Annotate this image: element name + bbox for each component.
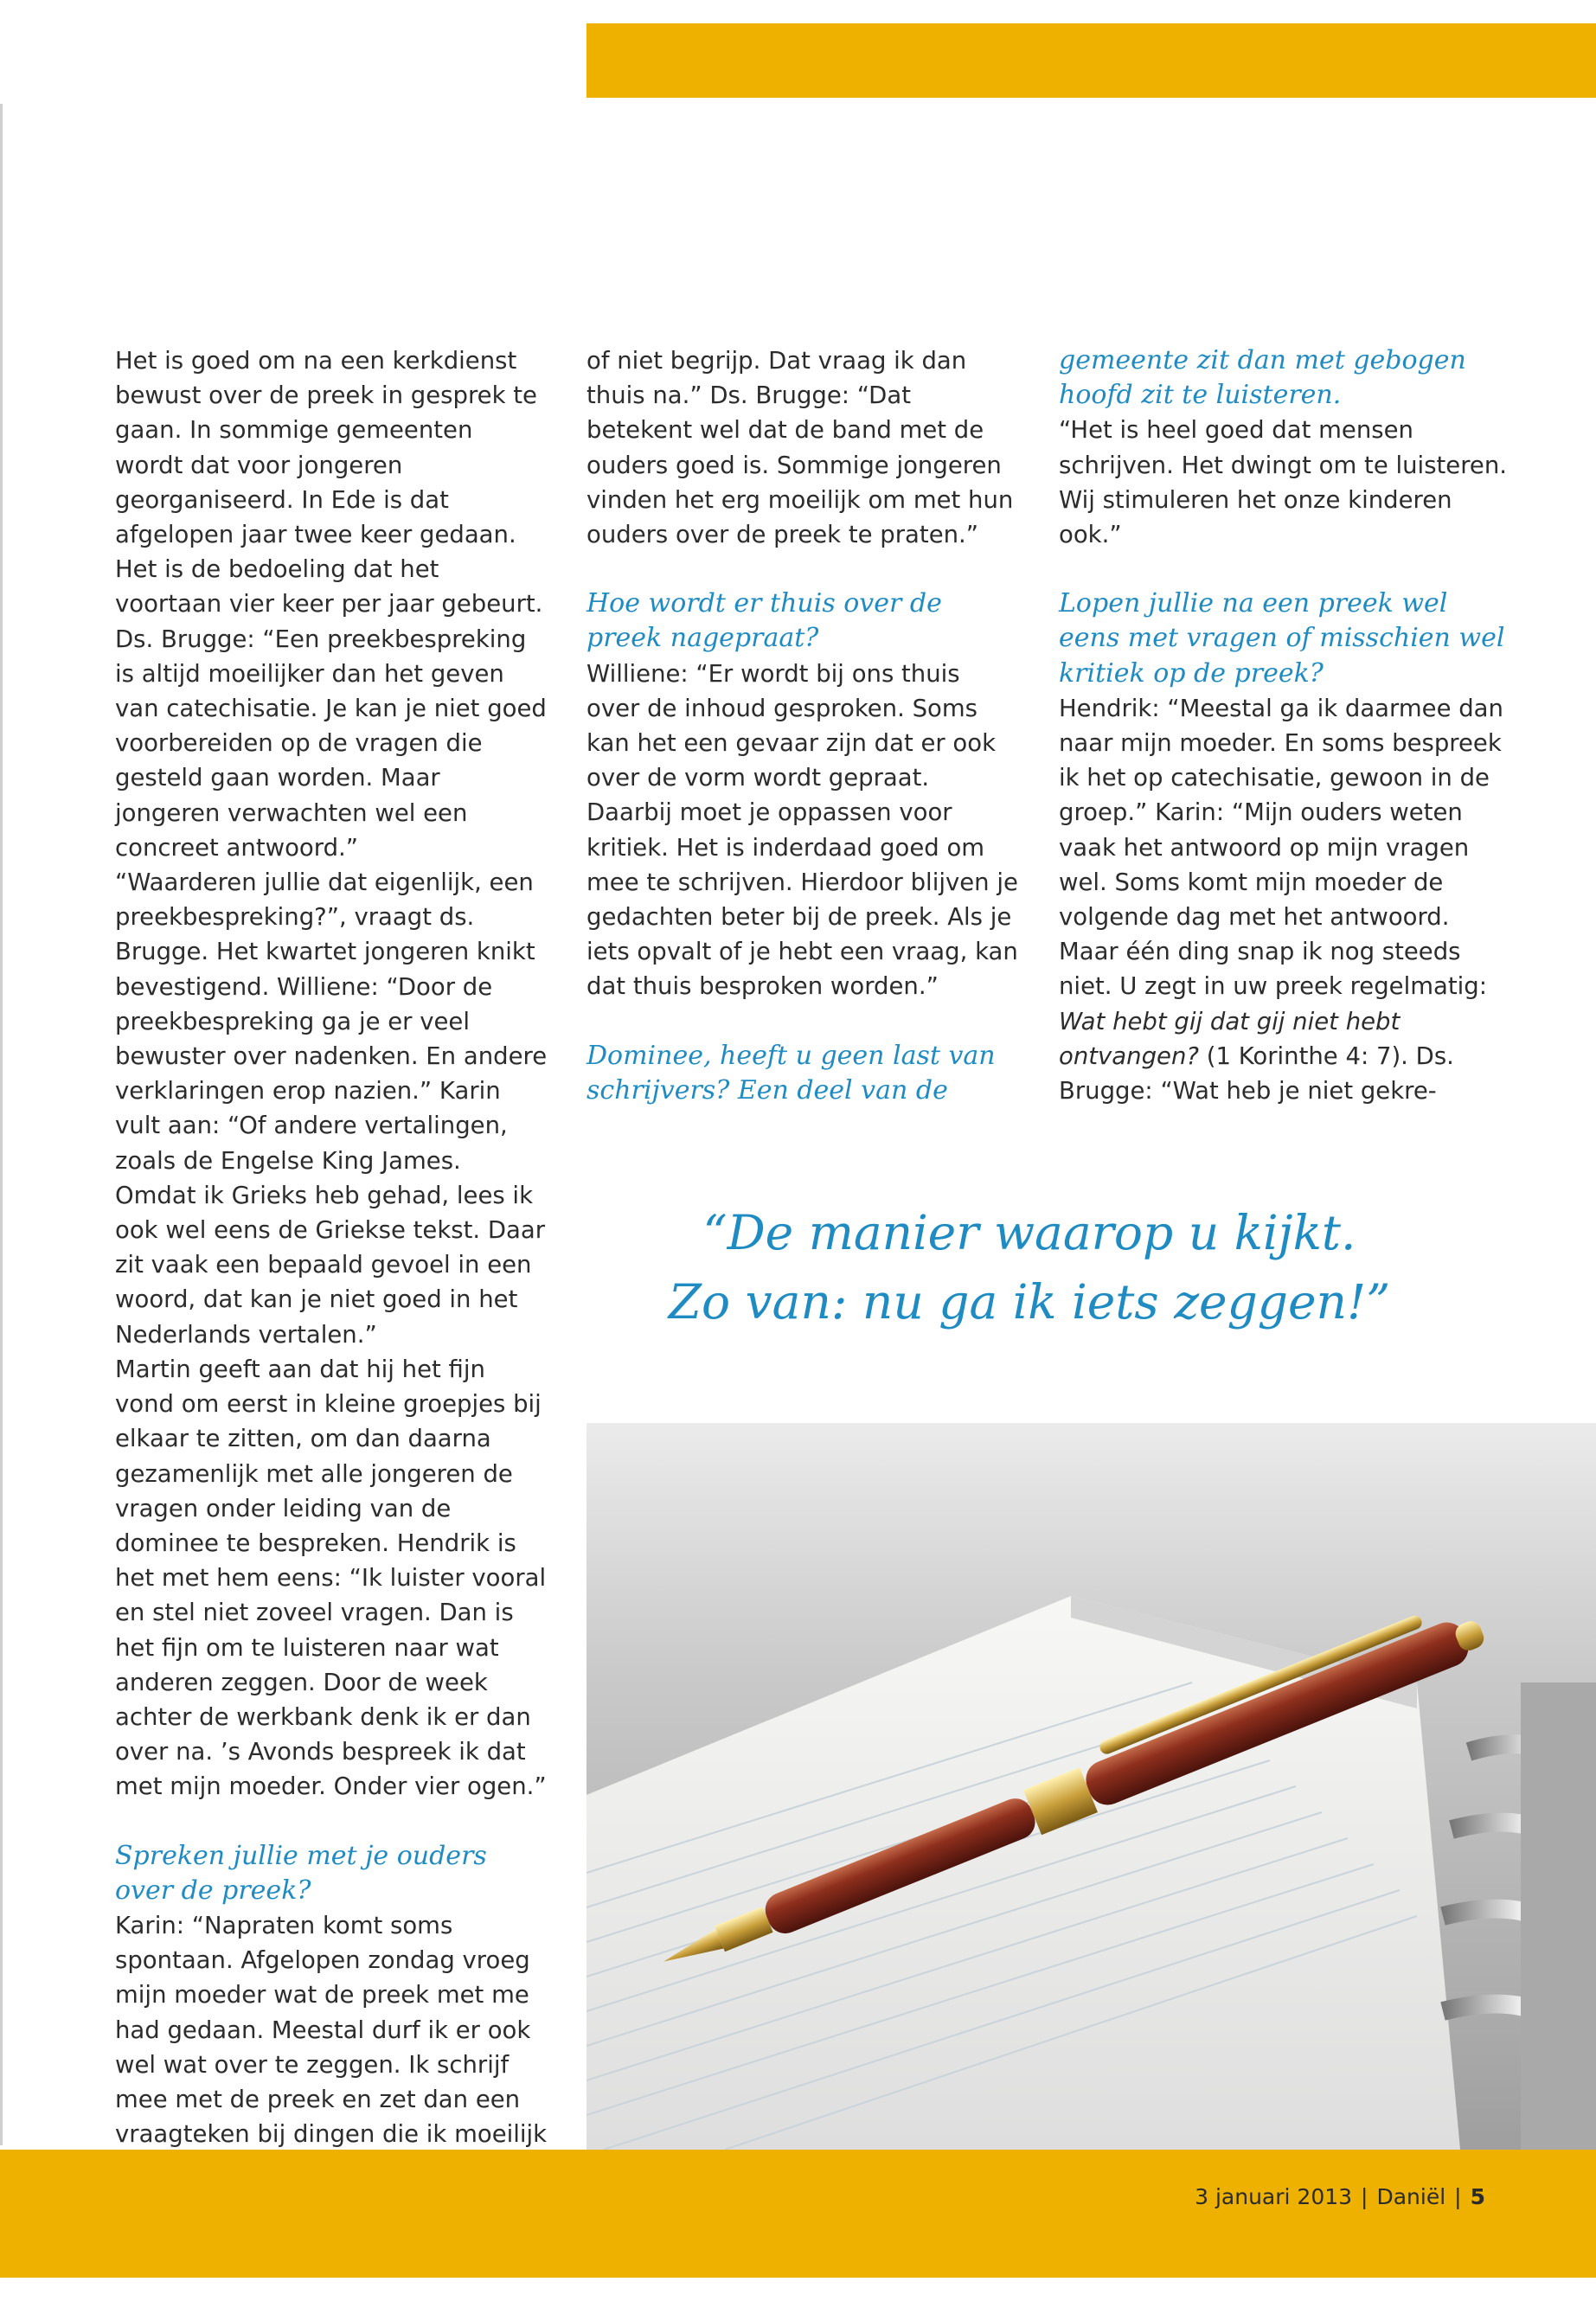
paragraph: Karin: “Napraten komt soms spontaan. Afgelopen zondag vroeg mijn moeder wat de preek met me had gedaan. Meestal durf ik er ook wel wat over te zeggen. Ik schrijf mee met de preek en zet dan een vraagteken bij dingen die ik moeilijk	[115, 1911, 548, 2149]
paragraph-text: Hendrik: “Meestal ga ik daarmee dan naar mijn moeder. En soms bespreek ik het op catechisatie, gewoon in de groep.” Karin: “Mijn ouders weten vaak het antwoord op mijn vragen wel. Soms komt mijn moeder de volgende dag met het antwoord. Maar één ding snap ik nog steeds niet. U zegt in uw preek regelmatig:	[1059, 694, 1503, 1001]
subheading: Spreken jullie met je ouders over de preek?	[115, 1840, 487, 1906]
separator: |	[1361, 2184, 1368, 2209]
paragraph: Williene: “Er wordt bij ons thuis over de inhoud gesproken. Soms kan het een gevaar zijn dat er ook over de vorm wordt gepraat. Daarbij moet je oppassen voor kritiek. Het is inderdaad goed om mee te schrijven. Hierdoor blijven je gedachten beter bij de preek. Als je iets opvalt of je hebt een vraag, kan dat thuis besproken worden.”	[586, 659, 1018, 1001]
paragraph: Het is goed om na een kerkdienst bewust over de preek in gesprek te gaan. In sommige gemeenten wordt dat voor jongeren georganiseerd. In Ede is dat afgelopen jaar twee keer gedaan. Het is de bedoeling dat het voortaan vier keer per jaar gebeurt. Ds. Brugge: “Een preekbespreking is altijd moeilijker dan het geven van catechisatie. Je kan je niet goed voorbereiden op de vragen die gesteld gaan worden. Maar jongeren verwachten wel een concreet antwoord.”	[115, 347, 547, 862]
pull-quote	[606, 1198, 1453, 1336]
issue-date: 3 januari 2013	[1195, 2184, 1353, 2209]
top-accent-bar	[586, 23, 1596, 98]
subheading: Hoe wordt er thuis over de preek nagepraat?	[586, 588, 942, 654]
subheading: Lopen jullie na een preek wel eens met vragen of misschien wel kritiek op de preek?	[1059, 588, 1505, 689]
page-footer	[1195, 2184, 1485, 2209]
subheading-continued: gemeente zit dan met gebogen hoofd zit te luisteren.	[1059, 345, 1466, 411]
page-number: 5	[1470, 2184, 1485, 2209]
paragraph: “Waarderen jullie dat eigenlijk, een preekbespreking?”, vraagt ds. Brugge. Het kwartet jongeren knikt bevestigend. Williene: “Door de preekbespreking ga je er veel bewuster over nadenken. En andere verklaringen erop nazien.” Karin vult aan: “Of andere vertalingen, zoals de Engelse King James. Omdat ik Grieks heb gehad, lees ik ook wel eens de Griekse tekst. Daar zit vaak een bepaald gevoel in een woord, dat kan je niet goed in het Nederlands vertalen.”	[115, 868, 548, 1349]
paragraph: Martin geeft aan dat hij het fijn vond om eerst in kleine groepjes bij elkaar te zitten, om dan daarna gezamenlijk met alle jongeren de vragen onder leiding van de dominee te bespreken. Hendrik is het met hem eens: “Ik luister vooral en stel niet zoveel vragen. Dan is het fijn om te luisteren naar wat anderen zeggen. Door de week achter de werkbank denk ik er dan over na. ’s Avonds bespreek ik dat met mijn moeder. Onder vier ogen.”	[115, 1355, 547, 1801]
article-column-2	[586, 343, 1019, 1108]
paragraph: of niet begrijp. Dat vraag ik dan thuis na.” Ds. Brugge: “Dat betekent wel dat de band met de ouders goed is. Sommige jongeren vinden het erg moeilijk om met hun ouders over de preek te praten.”	[586, 347, 1014, 549]
magazine-name: Daniël	[1376, 2184, 1446, 2209]
paragraph-text: (1 Korinthe 4: 7). Ds. Brugge: “Wat heb je niet gekre-	[1059, 1042, 1454, 1106]
pen-on-planner-photo	[586, 1423, 1596, 2150]
subheading: Dominee, heeft u geen last van schrijvers? Een deel van de	[586, 1040, 996, 1106]
page-edge-rule	[0, 104, 3, 2145]
bible-quote: Wat hebt gij dat gij niet hebt ontvangen?	[1059, 1007, 1401, 1070]
paragraph: “Het is heel goed dat mensen schrijven. Het dwingt om te luisteren. Wij stimuleren het onze kinderen ook.”	[1059, 416, 1508, 549]
separator: |	[1454, 2184, 1462, 2209]
article-column-3	[1059, 343, 1509, 1108]
article-column-1	[115, 343, 548, 2187]
bottom-accent-bar	[0, 2150, 1596, 2278]
paragraph	[1059, 691, 1509, 1108]
pull-quote-line: Zo van: nu ga ik iets zeggen!”	[668, 1274, 1391, 1330]
pull-quote-line: “De manier waarop u kijkt.	[702, 1205, 1356, 1260]
